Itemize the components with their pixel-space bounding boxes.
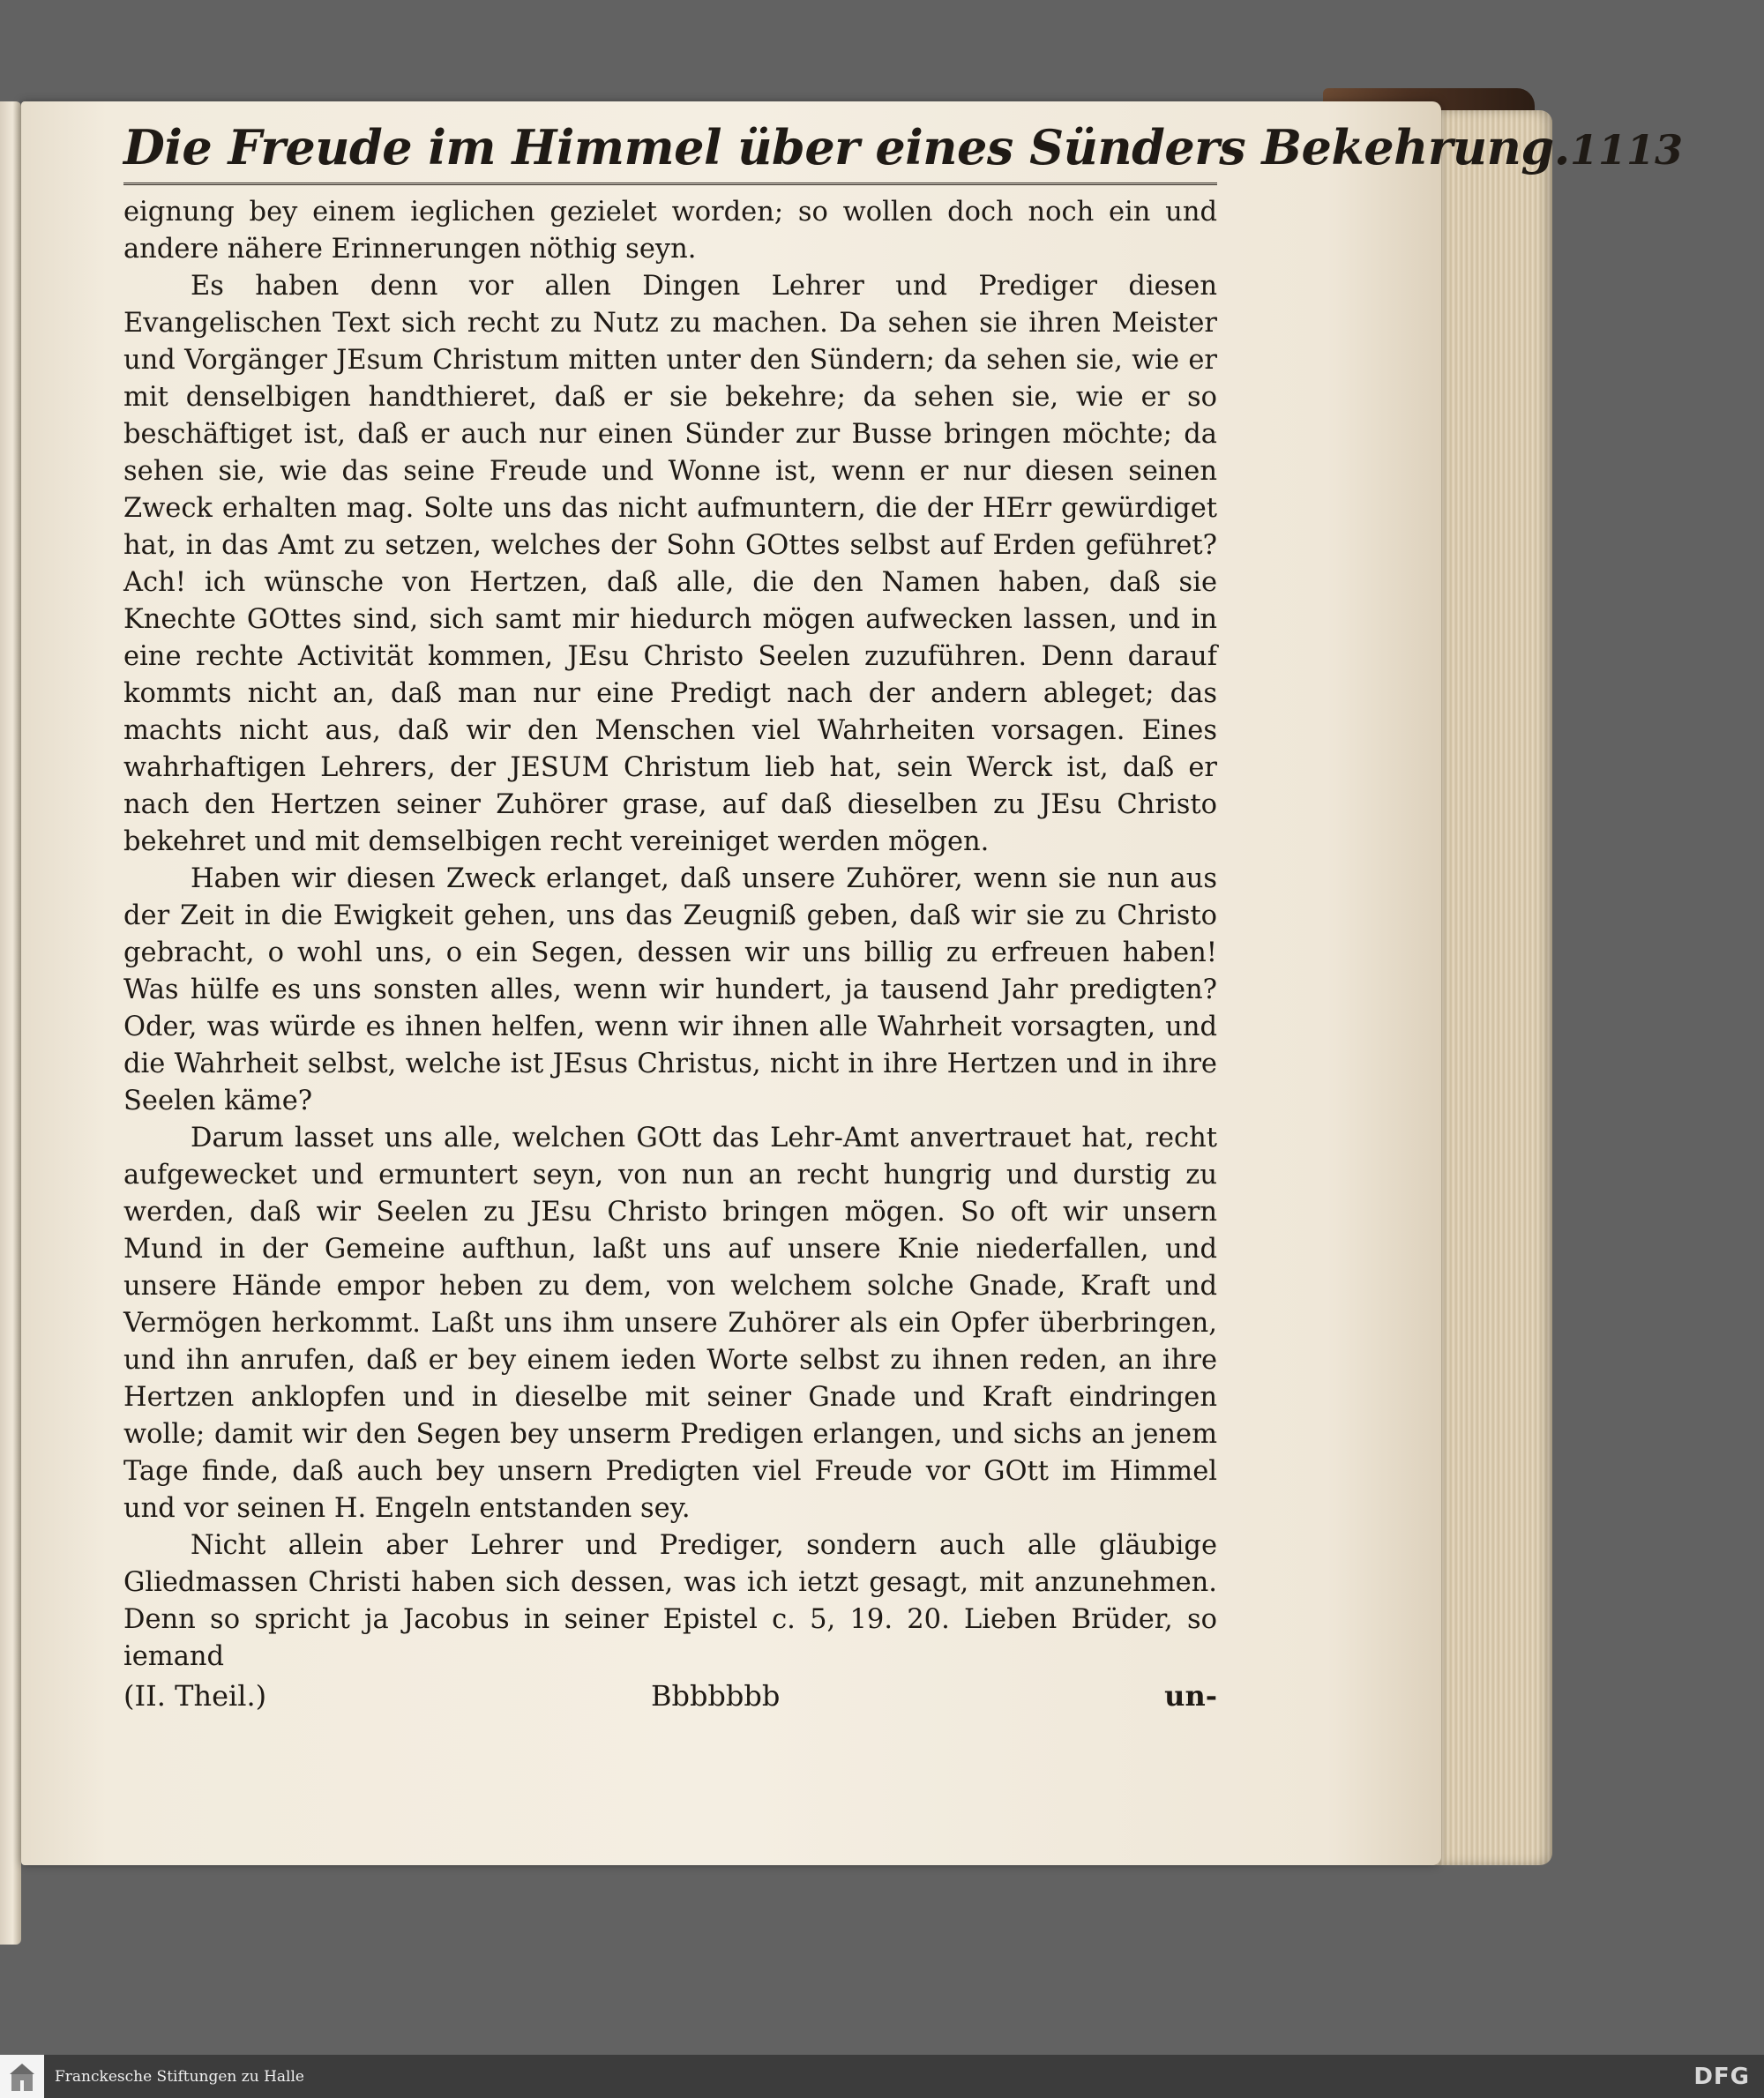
previous-page-edge <box>0 101 21 1945</box>
institution-name[interactable]: Franckesche Stiftungen zu Halle <box>55 2067 304 2086</box>
page-number: 1113 <box>1569 126 1683 174</box>
page-footer <box>123 1679 1217 1713</box>
running-title: Die Freude im Himmel über eines Sünders Bekehrung. <box>123 119 1570 175</box>
part-label: (II. Theil.) <box>123 1679 267 1713</box>
page-header <box>123 119 1683 185</box>
paragraph-3: Haben wir diesen Zweck erlanget, daß unsere Zuhörer, wenn sie nun aus der Zeit in die Ewigkeit gehen, uns das Zeugniß geben, daß wir sie zu Christo gebracht, o wohl uns, o ein Segen, dessen wir uns billig zu erfreuen haben! Was hülfe es uns sonsten alles, wenn wir hundert, ja tausend Jahr predigten? Oder, was würde es ihnen helfen, wenn wir ihnen alle Wahrheit vorsagten, und die Wahrheit selbst, welche ist JEsus Christus, nicht in ihre Hertzen und in ihre Seelen käme? <box>123 863 1217 1116</box>
viewer-footer-bar <box>0 2055 1764 2098</box>
page-content <box>123 119 1683 1713</box>
signature-mark: Bbbbbbb <box>650 1679 781 1713</box>
institution-block <box>0 2055 304 2098</box>
dfg-logo[interactable]: DFG <box>1693 2063 1750 2090</box>
paragraph-2: Es haben denn vor allen Dingen Lehrer und Prediger diesen Evangelischen Text sich recht zu Nutz zu machen. Da sehen sie ihren Meister und Vorgänger JEsum Christum mitten unter den Sündern; da sehen sie, wie er mit denselbigen handthieret, daß er sie bekehre; da sehen sie, wie er so beschäftiget ist, daß er auch nur einen Sünder zur Busse bringen möchte; da sehen sie, wie das seine Freude und Wonne ist, wenn er nur diesen seinen Zweck erhalten mag. Solte uns das nicht aufmuntern, die der HErr gewürdiget hat, in das Amt zu setzen, welches der Sohn GOttes selbst auf Erden geführet? Ach! ich wünsche von Hertzen, daß alle, die den Namen haben, daß sie Knechte GOttes sind, sich samt mir hiedurch mögen aufwecken lassen, und in eine rechte Activität kommen, JEsu Christo Seelen zuzuführen. Denn darauf kommts nicht an, daß man nur eine Predigt nach der andern ableget; das machts nicht aus, daß wir den Menschen viel Wahrheiten vorsagen. Eines wahrhaftigen Lehrers, der JESUM Christum lieb hat, sein Werck ist, daß er nach den Hertzen seiner Zuhörer grase, auf daß dieselben zu JEsu Christo bekehret und mit demselbigen recht vereiniget werden mögen. <box>123 271 1217 857</box>
body-text <box>123 194 1217 1676</box>
catchword: un- <box>1164 1679 1217 1713</box>
paragraph-4: Darum lasset uns alle, welchen GOtt das Lehr-Amt anvertrauet hat, recht aufgewecket und ermuntert seyn, von nun an recht hungrig und durstig zu werden, daß wir Seelen zu JEsu Christo bringen mögen. So oft wir unsern Mund in der Gemeine aufthun, laßt uns auf unsere Knie niederfallen, und unsere Hände empor heben zu dem, von welchem solche Gnade, Kraft und Vermögen herkommt. Laßt uns ihm unsere Zuhörer als ein Opfer überbringen, und ihn anrufen, daß er bey einem ieden Worte selbst zu ihnen reden, an ihre Hertzen anklopfen und in dieselbe mit seiner Gnade und Kraft eindringen wolle; damit wir den Segen bey unserm Predigen erlangen, und sichs an jenem Tage finde, daß auch bey unsern Predigten viel Freude vor GOtt im Himmel und vor seinen H. Engeln entstanden sey. <box>123 1123 1217 1524</box>
institution-logo-icon[interactable] <box>0 2055 44 2098</box>
paragraph-1: eignung bey einem ieglichen gezielet worden; so wollen doch noch ein und andere nähere Erinnerungen nöthig seyn. <box>123 197 1217 265</box>
paragraph-5: Nicht allein aber Lehrer und Prediger, sondern auch alle gläubige Gliedmassen Christi haben sich dessen, was ich ietzt gesagt, mit anzunehmen. Denn so spricht ja Jacobus in seiner Epistel c. 5, 19. 20. Lieben Brüder, so iemand <box>123 1530 1217 1672</box>
